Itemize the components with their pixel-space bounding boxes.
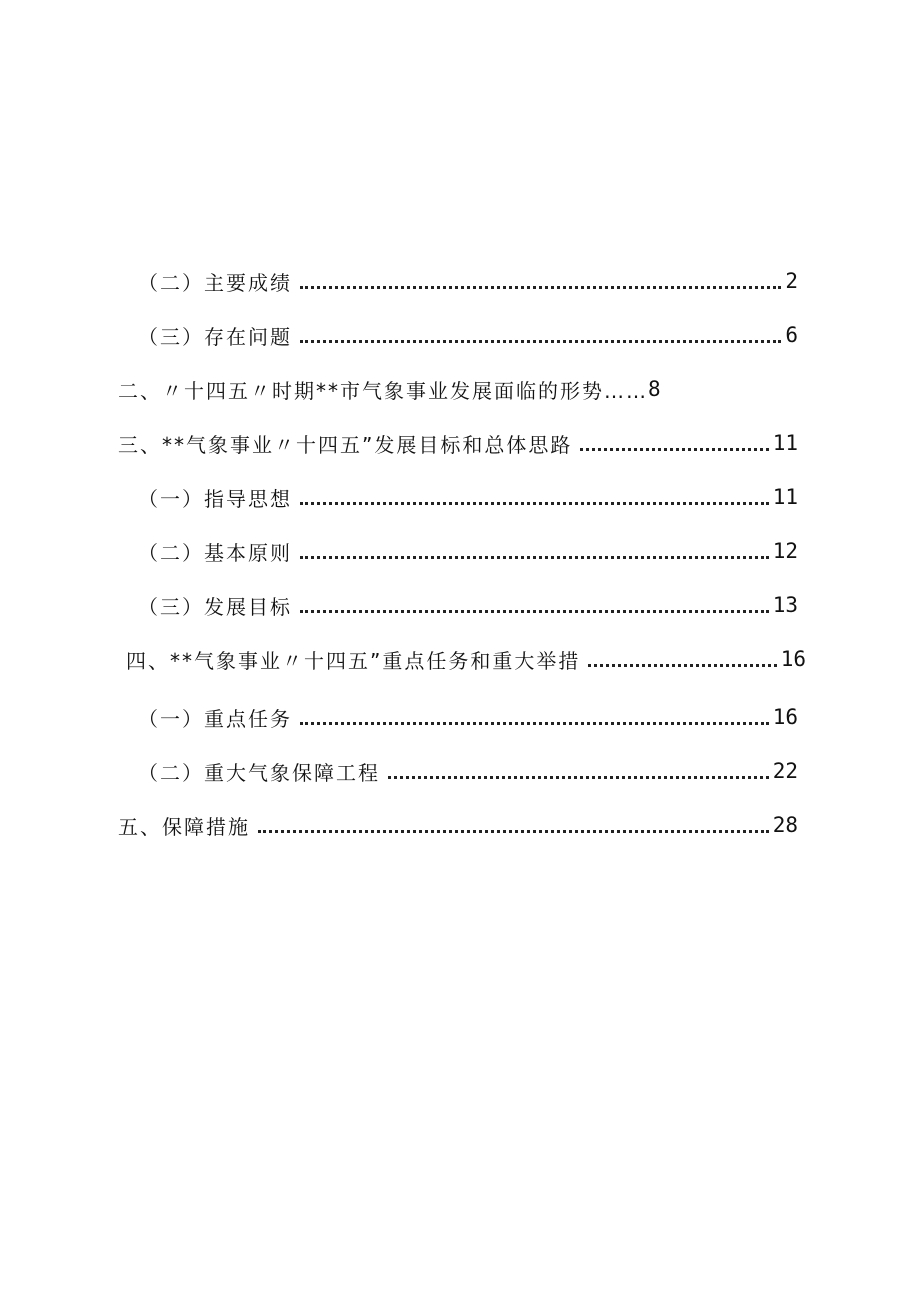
toc-entry-title: （三）发展目标 bbox=[138, 594, 292, 619]
toc-entry-title: （一）重点任务 bbox=[138, 706, 292, 731]
toc-entry-key-tasks[interactable] bbox=[138, 702, 798, 732]
toc-dot-leader bbox=[588, 644, 776, 674]
toc-entry-title: （一）指导思想 bbox=[138, 486, 292, 511]
toc-entry-situation[interactable] bbox=[118, 374, 738, 404]
toc-entry-title: 四、**气象事业〃十四五”重点任务和重大举措 bbox=[126, 648, 581, 673]
toc-entry-title: 五、保障措施 bbox=[118, 814, 250, 839]
toc-entry-main-achievements[interactable] bbox=[138, 266, 798, 296]
toc-entry-safeguard-measures[interactable] bbox=[118, 810, 798, 840]
toc-dot-leader bbox=[388, 756, 769, 786]
toc-dot-leader bbox=[300, 590, 769, 620]
toc-page-number: 16 bbox=[772, 705, 798, 729]
toc-entry-title: 三、**气象事业〃十四五”发展目标和总体思路 bbox=[118, 432, 573, 457]
toc-entry-major-projects[interactable] bbox=[138, 756, 798, 786]
toc-entry-goals-and-approach[interactable] bbox=[118, 428, 798, 458]
toc-entry-key-tasks-and-measures[interactable] bbox=[126, 644, 806, 674]
toc-page-number: 8 bbox=[648, 377, 661, 401]
toc-page-number: 11 bbox=[772, 431, 798, 455]
toc-dot-leader bbox=[580, 428, 768, 458]
toc-dot-leader bbox=[300, 266, 781, 296]
toc-dot-leader bbox=[300, 320, 781, 350]
toc-page-number: 28 bbox=[772, 813, 798, 837]
toc-dot-leader bbox=[258, 810, 769, 840]
toc-page-number: 12 bbox=[772, 539, 798, 563]
toc-entry-title: 二、〃十四五〃时期**市气象事业发展面临的形势…… bbox=[118, 378, 648, 403]
toc-entry-existing-problems[interactable] bbox=[138, 320, 798, 350]
toc-entry-title: （二）基本原则 bbox=[138, 540, 292, 565]
toc-entry-title: （二）主要成绩 bbox=[138, 270, 292, 295]
toc-entry-guiding-ideology[interactable] bbox=[138, 482, 798, 512]
toc-page-number: 11 bbox=[772, 485, 798, 509]
toc-entry-basic-principles[interactable] bbox=[138, 536, 798, 566]
toc-page-number: 16 bbox=[780, 647, 806, 671]
toc-dot-leader bbox=[300, 702, 769, 732]
toc-page-number: 2 bbox=[785, 269, 798, 293]
toc-page-number: 22 bbox=[772, 759, 798, 783]
toc-page-number: 13 bbox=[772, 593, 798, 617]
toc-entry-development-goals[interactable] bbox=[138, 590, 798, 620]
toc-dot-leader bbox=[300, 482, 769, 512]
toc-dot-leader bbox=[300, 536, 769, 566]
toc-page-number: 6 bbox=[785, 323, 798, 347]
toc-entry-title: （三）存在问题 bbox=[138, 324, 292, 349]
toc-entry-title: （二）重大气象保障工程 bbox=[138, 760, 380, 785]
